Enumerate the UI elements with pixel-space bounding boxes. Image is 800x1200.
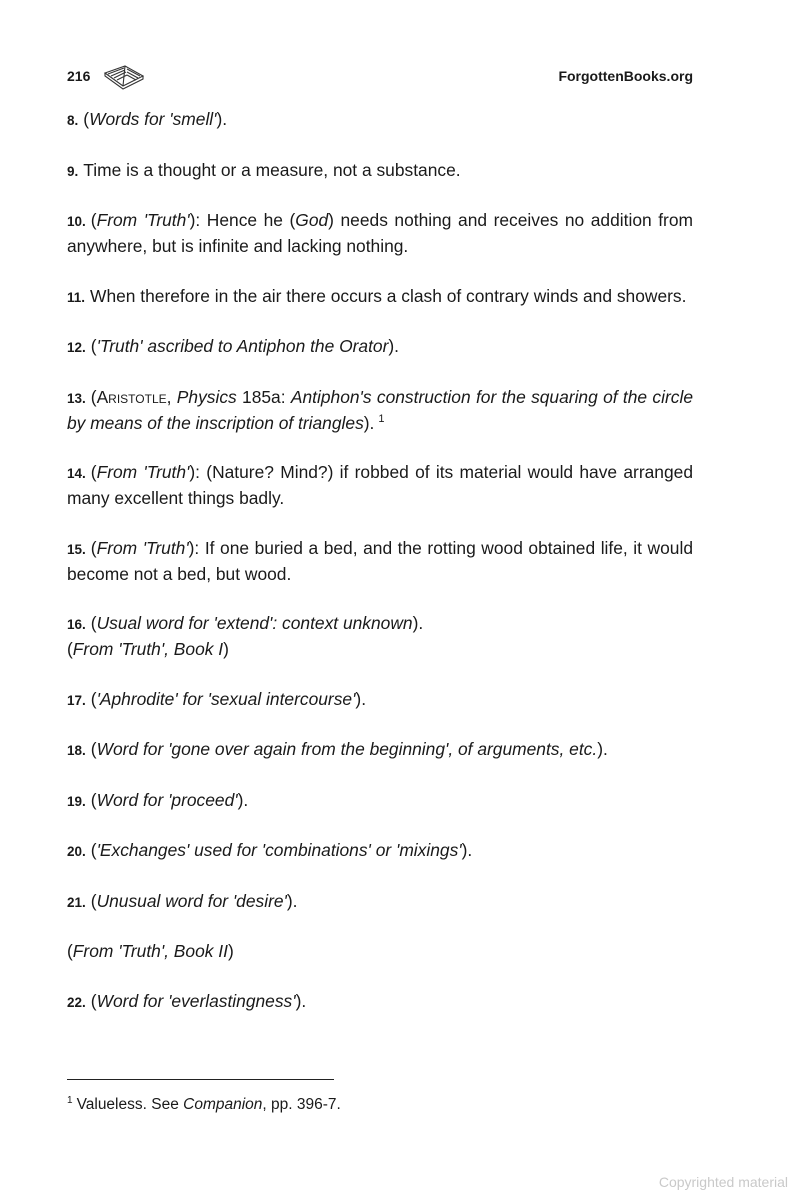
entry-italic-text: 'Exchanges' used for 'combinations' or 'mixings' <box>96 840 462 860</box>
entry-text: ): (Nature? Mind?) if robbed of its material would have arranged many excellent things badly. <box>67 462 693 508</box>
entry-14 <box>67 460 693 511</box>
entry-number: 16. <box>67 617 86 632</box>
entry-text: ). <box>461 840 473 860</box>
entry-text: ( <box>90 613 97 633</box>
author-name: Aristotle <box>96 386 167 407</box>
entry-number: 12. <box>67 340 86 355</box>
footnote-reference[interactable]: 1 <box>378 412 385 425</box>
copyright-watermark: Copyrighted material <box>658 1174 788 1190</box>
entry-15 <box>67 536 693 587</box>
entry-italic-text: From 'Truth' <box>96 462 190 482</box>
work-title: Physics <box>176 386 237 407</box>
entry-text: ). <box>237 789 249 810</box>
entry-text: 185a: <box>236 386 291 407</box>
entry-text: ). <box>295 990 307 1011</box>
entry-18 <box>67 737 693 763</box>
entry-number: 9. <box>67 163 79 179</box>
entry-text: ( <box>90 739 97 759</box>
entry-text: ). <box>597 739 608 759</box>
section-source: From 'Truth', Book I <box>72 639 224 659</box>
footnote-text: Valueless. See <box>76 1096 184 1114</box>
entry-number: 21. <box>67 894 86 910</box>
entry-text: ): If one buried a bed, and the rotting wood obtained life, it would become not a bed, but wood. <box>67 537 693 584</box>
entry-italic-text: God <box>295 210 329 230</box>
entry-text: ). <box>388 336 400 356</box>
page-header <box>67 66 693 90</box>
entry-italic-text: Word for 'everlastingness' <box>96 990 296 1011</box>
entry-text: ( <box>90 688 97 709</box>
entry-text: ( <box>90 336 97 356</box>
entry-17 <box>67 687 693 713</box>
entry-text: ). <box>412 613 424 633</box>
entry-16 <box>67 611 693 662</box>
body-text <box>67 107 693 1039</box>
footnote-text: , pp. 396-7. <box>262 1096 341 1114</box>
entry-text: ( <box>90 210 97 230</box>
entry-12 <box>67 334 693 360</box>
footnote-italic-text: Companion <box>183 1096 263 1114</box>
entry-number: 18. <box>67 743 86 758</box>
entry-number: 11. <box>67 289 86 305</box>
entry-9 <box>67 158 693 184</box>
site-name: ForgottenBooks.org <box>558 68 693 84</box>
entry-11 <box>67 284 693 310</box>
footnote-divider <box>67 1079 334 1080</box>
entry-text: ( <box>83 109 90 129</box>
entry-italic-text: Antiphon's construction for the squaring of the circle by means of the inscription of triangles <box>67 386 693 433</box>
entry-number: 8. <box>67 113 79 128</box>
footnote-marker: 1 <box>67 1095 73 1106</box>
entry-number: 17. <box>67 692 86 708</box>
entry-text: Time is a thought or a measure, not a substance. <box>83 159 461 180</box>
entry-number: 15. <box>67 541 86 557</box>
entry-text: ). <box>363 412 375 433</box>
entry-text: ( <box>90 840 97 860</box>
entry-text: ( <box>67 941 73 961</box>
entry-text: ) <box>223 639 229 659</box>
entry-13 <box>67 385 693 436</box>
entry-text: ). <box>355 688 367 709</box>
entry-italic-text: Usual word for 'extend': context unknown <box>96 613 413 633</box>
entry-text: ) needs nothing and receives no addition from anywhere, but is infinite and lacking nothing. <box>67 210 693 256</box>
entry-text: ( <box>90 537 97 558</box>
entry-number: 10. <box>67 214 86 229</box>
footnote <box>67 1090 341 1116</box>
entry-8 <box>67 107 693 133</box>
entry-italic-text: Word for 'gone over again from the beginning', of arguments, etc. <box>96 739 598 759</box>
entry-text: When therefore in the air there occurs a clash of contrary winds and showers. <box>90 285 687 306</box>
open-book-icon <box>103 64 145 90</box>
entry-22 <box>67 989 693 1015</box>
entry-text: ). <box>216 109 228 129</box>
entry-text: ). <box>286 890 298 911</box>
entry-number: 14. <box>67 466 86 481</box>
entry-number: 20. <box>67 844 86 859</box>
entry-italic-text: Words for 'smell' <box>89 109 217 129</box>
entry-text: ( <box>90 789 97 810</box>
entry-number: 22. <box>67 994 86 1010</box>
entry-italic-text: Word for 'proceed' <box>96 789 238 810</box>
entry-italic-text: Unusual word for 'desire' <box>96 890 287 911</box>
entry-italic-text: 'Aphrodite' for 'sexual intercourse' <box>96 688 356 709</box>
entry-italic-text: From 'Truth' <box>96 210 190 230</box>
entry-19 <box>67 788 693 814</box>
entry-italic-text: 'Truth' ascribed to Antiphon the Orator <box>96 336 389 356</box>
entry-text: ( <box>67 639 73 659</box>
page-number: 216 <box>67 68 91 84</box>
entry-text: ( <box>90 890 97 911</box>
section-heading-book-ii <box>67 939 693 964</box>
entry-text: ( <box>90 462 97 482</box>
entry-10 <box>67 208 693 259</box>
entry-text: ( <box>90 386 97 407</box>
entry-text: ) <box>227 941 234 961</box>
entry-21 <box>67 889 693 915</box>
entry-number: 13. <box>67 390 86 406</box>
entry-number: 19. <box>67 793 86 809</box>
section-source: From 'Truth', Book II <box>72 941 228 961</box>
entry-italic-text: From 'Truth' <box>96 537 189 558</box>
entry-20 <box>67 838 693 864</box>
entry-text: ( <box>90 990 97 1011</box>
entry-text: ): Hence he ( <box>189 210 296 230</box>
entry-text: , <box>166 386 177 407</box>
